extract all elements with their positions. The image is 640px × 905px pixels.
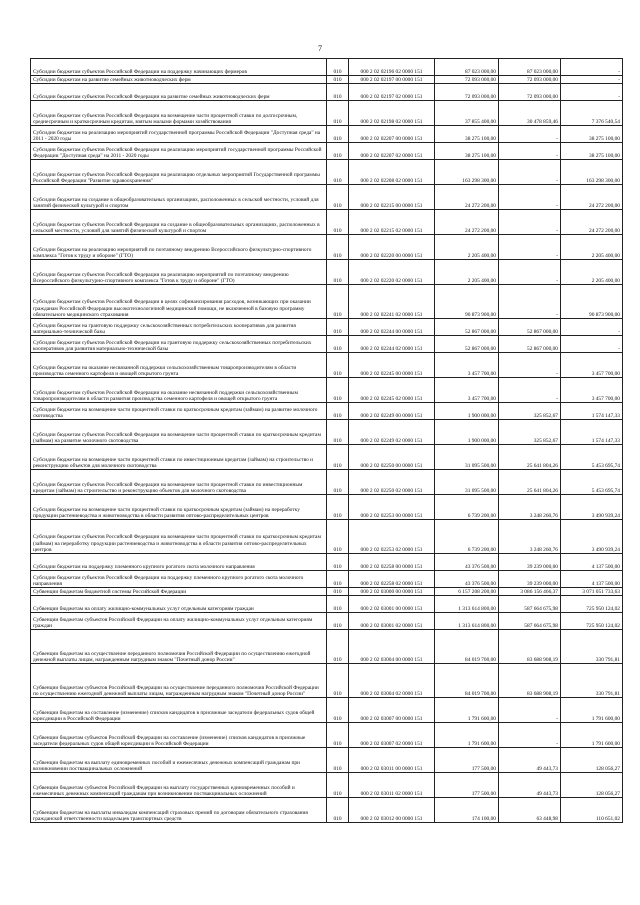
row-name: Субсидии бюджетам на реализацию мероприятий государственной программы Российской Федерации "Доступная среда" на 2011 - 2020 годы (31, 126, 327, 143)
row-kbk: 000 2 02 03007 02 0000 151 (349, 723, 435, 748)
row-fact-amount: 325 852,67 (499, 420, 561, 445)
row-name: Субвенции бюджетам на составление (изменение) списков кандидатов в присяжные заседатели федеральных судов общей юрисдикции в Российской Федерации (31, 698, 327, 723)
table-row (31, 698, 623, 723)
row-code: 010 (327, 420, 349, 445)
row-code: 010 (327, 260, 349, 285)
row-plan-amount: 38 275 100,00 (435, 126, 499, 143)
row-kbk: 000 2 02 02253 02 0000 151 (349, 520, 435, 554)
row-rest-amount: 725 950 124,02 (561, 613, 623, 630)
table-row (31, 84, 623, 101)
row-name: Субвенции бюджетам на осуществление переданного полномочия Российской Федерации по осуществлению ежегодной денежной выплаты лицам, награжденным нагрудным знаком "Почетный донор России" (31, 630, 327, 664)
table-row (31, 596, 623, 613)
row-fact-amount: - (499, 185, 561, 210)
row-plan-amount: 2 205 400,00 (435, 235, 499, 260)
row-fact-amount: 325 852,67 (499, 403, 561, 420)
row-rest-amount: - (561, 84, 623, 101)
row-name: Субвенции бюджетам на выплату единовременных пособий и ежемесячных денежных компенсаций гражданам при возникновении поствакцинальных осложнений (31, 748, 327, 773)
row-kbk: 000 2 02 02244 00 0000 151 (349, 319, 435, 336)
row-code: 010 (327, 143, 349, 160)
row-code: 010 (327, 748, 349, 773)
row-fact-amount: 39 239 000,00 (499, 554, 561, 571)
row-plan-amount: 1 900 000,00 (435, 403, 499, 420)
row-fact-amount: 587 664 675,98 (499, 596, 561, 613)
row-plan-amount: 37 855 400,00 (435, 101, 499, 126)
row-kbk: 000 2 02 02207 00 0000 151 (349, 126, 435, 143)
row-rest-amount: 3 071 051 733,63 (561, 588, 623, 596)
row-rest-amount: 128 056,27 (561, 748, 623, 773)
row-code: 010 (327, 76, 349, 84)
row-plan-amount: 174 100,00 (435, 798, 499, 823)
row-fact-amount: 39 239 000,00 (499, 571, 561, 588)
row-fact-amount: 83 688 908,19 (499, 630, 561, 664)
budget-table-body (31, 59, 623, 823)
row-kbk: 000 2 02 02258 00 0000 151 (349, 554, 435, 571)
row-plan-amount: 163 298 300,00 (435, 160, 499, 185)
row-fact-amount: 25 641 804,26 (499, 445, 561, 470)
row-fact-amount: 87 023 000,00 (499, 59, 561, 76)
row-rest-amount: 2 205 400,00 (561, 260, 623, 285)
budget-table (30, 58, 623, 823)
row-name: Субвенции бюджетам на оплату жилищно-коммунальных услуг отдельным категориям граждан (31, 596, 327, 613)
row-plan-amount: 52 867 000,00 (435, 319, 499, 336)
table-row (31, 630, 623, 664)
table-row (31, 520, 623, 554)
table-row (31, 59, 623, 76)
row-rest-amount: 330 791,81 (561, 630, 623, 664)
table-row (31, 723, 623, 748)
row-name: Субсидии бюджетам на реализацию мероприятий по поэтапному внедрению Всероссийского физкультурно-спортивного комплекса "Готов к труду и обороне" (ГТО) (31, 235, 327, 260)
row-rest-amount: 3 490 939,24 (561, 520, 623, 554)
row-rest-amount: - (561, 336, 623, 353)
row-name: Субсидии бюджетам субъектов Российской Федерации на возмещение части процентной ставки по краткосрочным кредитам (займам) на переработку продукции растениеводства и животноводства в области развития оптово-распределительных центров (31, 520, 327, 554)
row-code: 010 (327, 664, 349, 698)
row-kbk: 000 2 02 03000 00 0000 151 (349, 588, 435, 596)
row-code: 010 (327, 773, 349, 798)
row-fact-amount: - (499, 698, 561, 723)
table-row (31, 613, 623, 630)
row-rest-amount: 725 950 124,02 (561, 596, 623, 613)
row-name: Субсидии бюджетам субъектов Российской Федерации на оказание несвязанной поддержки сельскохозяйственным товаропроизводителям в области развития производства семенного картофеля и овощей открытого грунта (31, 378, 327, 403)
row-plan-amount: 1 313 614 800,00 (435, 613, 499, 630)
row-name: Субсидии бюджетам на возмещение части процентной ставки по краткосрочным кредитам (займам) на переработку продукции растениеводства и животноводства в области развития оптово-распределительных центров (31, 495, 327, 520)
row-fact-amount: 52 867 000,00 (499, 319, 561, 336)
row-kbk: 000 2 02 03011 02 0000 151 (349, 773, 435, 798)
table-row (31, 353, 623, 378)
row-fact-amount: 72 093 000,00 (499, 76, 561, 84)
row-kbk: 000 2 02 02244 02 0000 151 (349, 336, 435, 353)
row-rest-amount: 2 205 400,00 (561, 235, 623, 260)
row-plan-amount: 87 023 000,00 (435, 59, 499, 76)
table-row (31, 445, 623, 470)
row-name: Субсидии бюджетам субъектов Российской Федерации на создание в общеобразовательных организациях, расположенных в сельской местности, условий для занятий физической культурой и спортом (31, 210, 327, 235)
row-code: 010 (327, 571, 349, 588)
row-plan-amount: 31 095 500,00 (435, 445, 499, 470)
row-code: 010 (327, 798, 349, 823)
row-code: 010 (327, 520, 349, 554)
row-fact-amount: - (499, 235, 561, 260)
row-kbk: 000 2 02 02258 02 0000 151 (349, 571, 435, 588)
row-name: Субсидии бюджетам субъектов Российской Федерации на реализацию мероприятий государственной программы Российской Федерации "Доступная среда" на 2011 - 2020 годы (31, 143, 327, 160)
row-rest-amount: 38 275 100,00 (561, 126, 623, 143)
row-code: 010 (327, 470, 349, 495)
row-code: 010 (327, 445, 349, 470)
row-name: Субсидии бюджетам субъектов Российской Федерации на реализацию мероприятий по поэтапному внедрению Всероссийского физкультурно-спортивного комплекса "Готов к труду и обороне" (ГТО) (31, 260, 327, 285)
table-row (31, 336, 623, 353)
row-kbk: 000 2 02 03004 00 0000 151 (349, 630, 435, 664)
row-rest-amount: 1 791 600,00 (561, 698, 623, 723)
table-row (31, 210, 623, 235)
row-plan-amount: 1 900 000,00 (435, 420, 499, 445)
row-plan-amount: 6 739 200,00 (435, 520, 499, 554)
row-plan-amount: 90 873 900,00 (435, 285, 499, 319)
row-plan-amount: 177 500,00 (435, 748, 499, 773)
row-fact-amount: 587 664 675,98 (499, 613, 561, 630)
table-row (31, 76, 623, 84)
row-plan-amount: 84 019 700,00 (435, 664, 499, 698)
row-kbk: 000 2 02 03012 00 0000 151 (349, 798, 435, 823)
table-row (31, 160, 623, 185)
row-kbk: 000 2 02 02250 02 0000 151 (349, 470, 435, 495)
row-name: Субсидии бюджетам субъектов Российской Федерации в целях софинансирования расходов, возникающих при оказании гражданам Российской Федерации высокотехнологичной медицинской помощи, не включенной в базовую программу обязательного медицинского страхования (31, 285, 327, 319)
row-name: Субсидии бюджетам на создание в общеобразовательных организациях, расположенных в сельской местности, условий для занятий физической культурой и спортом (31, 185, 327, 210)
table-row (31, 664, 623, 698)
row-kbk: 000 2 02 02207 02 0000 151 (349, 143, 435, 160)
row-code: 010 (327, 285, 349, 319)
row-rest-amount: 24 272 200,00 (561, 185, 623, 210)
row-rest-amount: - (561, 76, 623, 84)
row-kbk: 000 2 02 02249 02 0000 151 (349, 420, 435, 445)
row-rest-amount: 5 453 695,74 (561, 445, 623, 470)
table-row (31, 773, 623, 798)
row-code: 010 (327, 613, 349, 630)
row-fact-amount: 52 867 000,00 (499, 336, 561, 353)
row-name: Субвенции бюджетам бюджетной системы Российской Федерации (31, 588, 327, 596)
row-kbk: 000 2 02 02220 02 0000 151 (349, 260, 435, 285)
row-rest-amount: 4 137 500,00 (561, 571, 623, 588)
row-rest-amount: 7 376 540,54 (561, 101, 623, 126)
row-fact-amount: 3 248 260,76 (499, 520, 561, 554)
row-code: 010 (327, 378, 349, 403)
row-plan-amount: 31 095 500,00 (435, 470, 499, 495)
row-code: 010 (327, 160, 349, 185)
row-name: Субсидии бюджетам субъектов Российской Федерации на грантовую поддержку сельскохозяйственных потребительских кооперативов для развития материально-технической базы (31, 336, 327, 353)
row-name: Субсидии бюджетам субъектов Российской Федерации на возмещение части процентной ставки по долгосрочным, среднесрочным и краткосрочным кредитам, взятым малыми формами хозяйствования (31, 101, 327, 126)
table-row (31, 235, 623, 260)
row-fact-amount: - (499, 378, 561, 403)
row-rest-amount: 163 298 300,00 (561, 160, 623, 185)
row-plan-amount: 3 457 700,00 (435, 378, 499, 403)
row-code: 010 (327, 596, 349, 613)
row-rest-amount: - (561, 59, 623, 76)
row-kbk: 000 2 02 02241 02 0000 151 (349, 285, 435, 319)
table-row (31, 185, 623, 210)
row-code: 010 (327, 185, 349, 210)
table-row (31, 588, 623, 596)
row-rest-amount: 110 651,02 (561, 798, 623, 823)
row-rest-amount: 1 574 147,33 (561, 403, 623, 420)
row-plan-amount: 1 313 614 800,00 (435, 596, 499, 613)
row-code: 010 (327, 235, 349, 260)
row-code: 010 (327, 84, 349, 101)
row-name: Субвенции бюджетам субъектов Российской Федерации на оплату жилищно-коммунальных услуг отдельным категориям граждан (31, 613, 327, 630)
row-fact-amount: 63 448,98 (499, 798, 561, 823)
row-fact-amount: 83 688 908,19 (499, 664, 561, 698)
row-plan-amount: 24 272 200,00 (435, 210, 499, 235)
row-name: Субсидии бюджетам на оказание несвязанной поддержки сельскохозяйственным товаропроизводителям в области производства семенного картофеля и овощей открытого грунта (31, 353, 327, 378)
row-rest-amount: 1 791 600,00 (561, 723, 623, 748)
table-row (31, 126, 623, 143)
row-code: 010 (327, 353, 349, 378)
row-kbk: 000 2 02 02245 00 0000 151 (349, 353, 435, 378)
row-kbk: 000 2 02 02249 00 0000 151 (349, 403, 435, 420)
row-kbk: 000 2 02 02250 00 0000 151 (349, 445, 435, 470)
row-rest-amount: 3 490 939,24 (561, 495, 623, 520)
row-name: Субсидии бюджетам субъектов Российской Федерации на поддержку начинающих фермеров (31, 59, 327, 76)
row-kbk: 000 2 02 02215 02 0000 151 (349, 210, 435, 235)
row-rest-amount: 3 457 700,00 (561, 353, 623, 378)
table-row (31, 143, 623, 160)
row-fact-amount: 3 086 156 466,37 (499, 588, 561, 596)
row-name: Субсидии бюджетам субъектов Российской Федерации на возмещение части процентной ставки по инвестиционным кредитам (займам) на строительство и реконструкцию объектов для молочного скотоводства (31, 470, 327, 495)
row-fact-amount: 49 443,73 (499, 748, 561, 773)
row-kbk: 000 2 02 02245 02 0000 151 (349, 378, 435, 403)
row-plan-amount: 177 500,00 (435, 773, 499, 798)
table-row (31, 554, 623, 571)
row-rest-amount: 38 275 100,00 (561, 143, 623, 160)
row-rest-amount: 3 457 700,00 (561, 378, 623, 403)
table-row (31, 403, 623, 420)
row-rest-amount: 90 873 900,00 (561, 285, 623, 319)
row-name: Субвенции бюджетам субъектов Российской Федерации на осуществление переданного полномочия Российской Федерации по осуществлению ежегодной денежной выплаты лицам, награжденным нагрудным знаком "Почетный донор России" (31, 664, 327, 698)
row-rest-amount: 128 056,27 (561, 773, 623, 798)
table-row (31, 260, 623, 285)
table-row (31, 470, 623, 495)
row-name: Субсидии бюджетам субъектов Российской Федерации на реализацию отдельных мероприятий Государственной программы Российской Федерации "Развитие здравоохранения" (31, 160, 327, 185)
table-row (31, 101, 623, 126)
row-code: 010 (327, 554, 349, 571)
row-code: 010 (327, 59, 349, 76)
row-fact-amount: - (499, 126, 561, 143)
row-rest-amount: 24 272 200,00 (561, 210, 623, 235)
row-kbk: 000 2 02 02197 02 0000 151 (349, 84, 435, 101)
row-rest-amount: 4 137 500,00 (561, 554, 623, 571)
row-name: Субсидии бюджетам на поддержку племенного крупного рогатого скота молочного направления (31, 554, 327, 571)
row-fact-amount: 25 641 804,26 (499, 470, 561, 495)
row-code: 010 (327, 495, 349, 520)
row-fact-amount: 49 443,73 (499, 773, 561, 798)
row-plan-amount: 72 093 000,00 (435, 76, 499, 84)
row-fact-amount: - (499, 285, 561, 319)
row-code: 010 (327, 101, 349, 126)
row-kbk: 000 2 02 02198 02 0000 151 (349, 101, 435, 126)
row-code: 010 (327, 403, 349, 420)
table-row (31, 420, 623, 445)
row-name: Субвенции бюджетам на выплаты инвалидам компенсаций страховых премий по договорам обязательного страхования гражданской ответственности владельцев транспортных средств (31, 798, 327, 823)
row-rest-amount: 5 453 695,74 (561, 470, 623, 495)
row-plan-amount: 24 272 200,00 (435, 185, 499, 210)
row-name: Субсидии бюджетам на возмещение части процентной ставки по инвестиционным кредитам (займам) на строительство и реконструкцию объектов для молочного скотоводства (31, 445, 327, 470)
row-rest-amount: - (561, 319, 623, 336)
row-fact-amount: - (499, 353, 561, 378)
row-fact-amount: - (499, 143, 561, 160)
row-kbk: 000 2 02 02196 02 0000 151 (349, 59, 435, 76)
row-kbk: 000 2 02 03007 00 0000 151 (349, 698, 435, 723)
page-number: 7 (318, 44, 322, 53)
row-plan-amount: 72 093 000,00 (435, 84, 499, 101)
row-fact-amount: - (499, 160, 561, 185)
table-row (31, 319, 623, 336)
row-rest-amount: 1 574 147,33 (561, 420, 623, 445)
row-name: Субсидии бюджетам субъектов Российской Федерации на поддержку племенного крупного рогатого скота молочного направления (31, 571, 327, 588)
row-fact-amount: - (499, 723, 561, 748)
row-code: 010 (327, 723, 349, 748)
row-name: Субсидии бюджетам на возмещение части процентной ставки по краткосрочным кредитам (займам) на развитие молочного скотоводства (31, 403, 327, 420)
row-plan-amount: 6 739 200,00 (435, 495, 499, 520)
row-plan-amount: 6 157 208 200,00 (435, 588, 499, 596)
row-rest-amount: 330 791,81 (561, 664, 623, 698)
row-kbk: 000 2 02 03001 00 0000 151 (349, 596, 435, 613)
row-kbk: 000 2 02 02208 02 0000 151 (349, 160, 435, 185)
row-name: Субсидии бюджетам субъектов Российской Федерации на возмещение части процентной ставки по краткосрочным кредитам (займам) на развитие молочного скотоводства (31, 420, 327, 445)
row-plan-amount: 2 205 400,00 (435, 260, 499, 285)
row-plan-amount: 52 867 000,00 (435, 336, 499, 353)
row-code: 010 (327, 630, 349, 664)
row-plan-amount: 43 376 500,00 (435, 571, 499, 588)
row-fact-amount: - (499, 210, 561, 235)
row-fact-amount: 30 478 859,46 (499, 101, 561, 126)
row-kbk: 000 2 02 02215 00 0000 151 (349, 185, 435, 210)
row-kbk: 000 2 02 03001 02 0000 151 (349, 613, 435, 630)
row-plan-amount: 1 791 600,00 (435, 698, 499, 723)
row-fact-amount: - (499, 260, 561, 285)
row-kbk: 000 2 02 02253 00 0000 151 (349, 495, 435, 520)
row-kbk: 000 2 02 02197 00 0000 151 (349, 76, 435, 84)
table-row (31, 571, 623, 588)
row-plan-amount: 84 019 700,00 (435, 630, 499, 664)
table-row (31, 748, 623, 773)
row-name: Субсидии бюджетам на грантовую поддержку сельскохозяйственных потребительских кооперативов для развития материально-технической базы (31, 319, 327, 336)
row-code: 010 (327, 336, 349, 353)
row-code: 010 (327, 319, 349, 336)
row-name: Субсидии бюджетам на развитие семейных животноводческих ферм (31, 76, 327, 84)
row-plan-amount: 43 376 500,00 (435, 554, 499, 571)
table-row (31, 378, 623, 403)
table-row (31, 285, 623, 319)
row-code: 010 (327, 126, 349, 143)
row-plan-amount: 38 275 100,00 (435, 143, 499, 160)
row-kbk: 000 2 02 02220 00 0000 151 (349, 235, 435, 260)
row-plan-amount: 1 791 600,00 (435, 723, 499, 748)
row-name: Субвенции бюджетам субъектов Российской Федерации на выплату государственных единовременных пособий и ежемесячных денежных компенсаций гражданам при возникновении поствакцинальных осложнений (31, 773, 327, 798)
row-fact-amount: 72 093 000,00 (499, 84, 561, 101)
row-code: 010 (327, 588, 349, 596)
row-fact-amount: 3 248 260,76 (499, 495, 561, 520)
row-kbk: 000 2 02 03011 00 0000 151 (349, 748, 435, 773)
row-code: 010 (327, 210, 349, 235)
row-plan-amount: 3 457 700,00 (435, 353, 499, 378)
row-kbk: 000 2 02 03004 02 0000 151 (349, 664, 435, 698)
table-row (31, 495, 623, 520)
row-name: Субвенции бюджетам субъектов Российской Федерации на составление (изменение) списков кандидатов в присяжные заседатели федеральных судов общей юрисдикции в Российской Федерации (31, 723, 327, 748)
row-code: 010 (327, 698, 349, 723)
row-name: Субсидии бюджетам субъектов Российской Федерации на развитие семейных животноводческих ферм (31, 84, 327, 101)
table-row (31, 798, 623, 823)
